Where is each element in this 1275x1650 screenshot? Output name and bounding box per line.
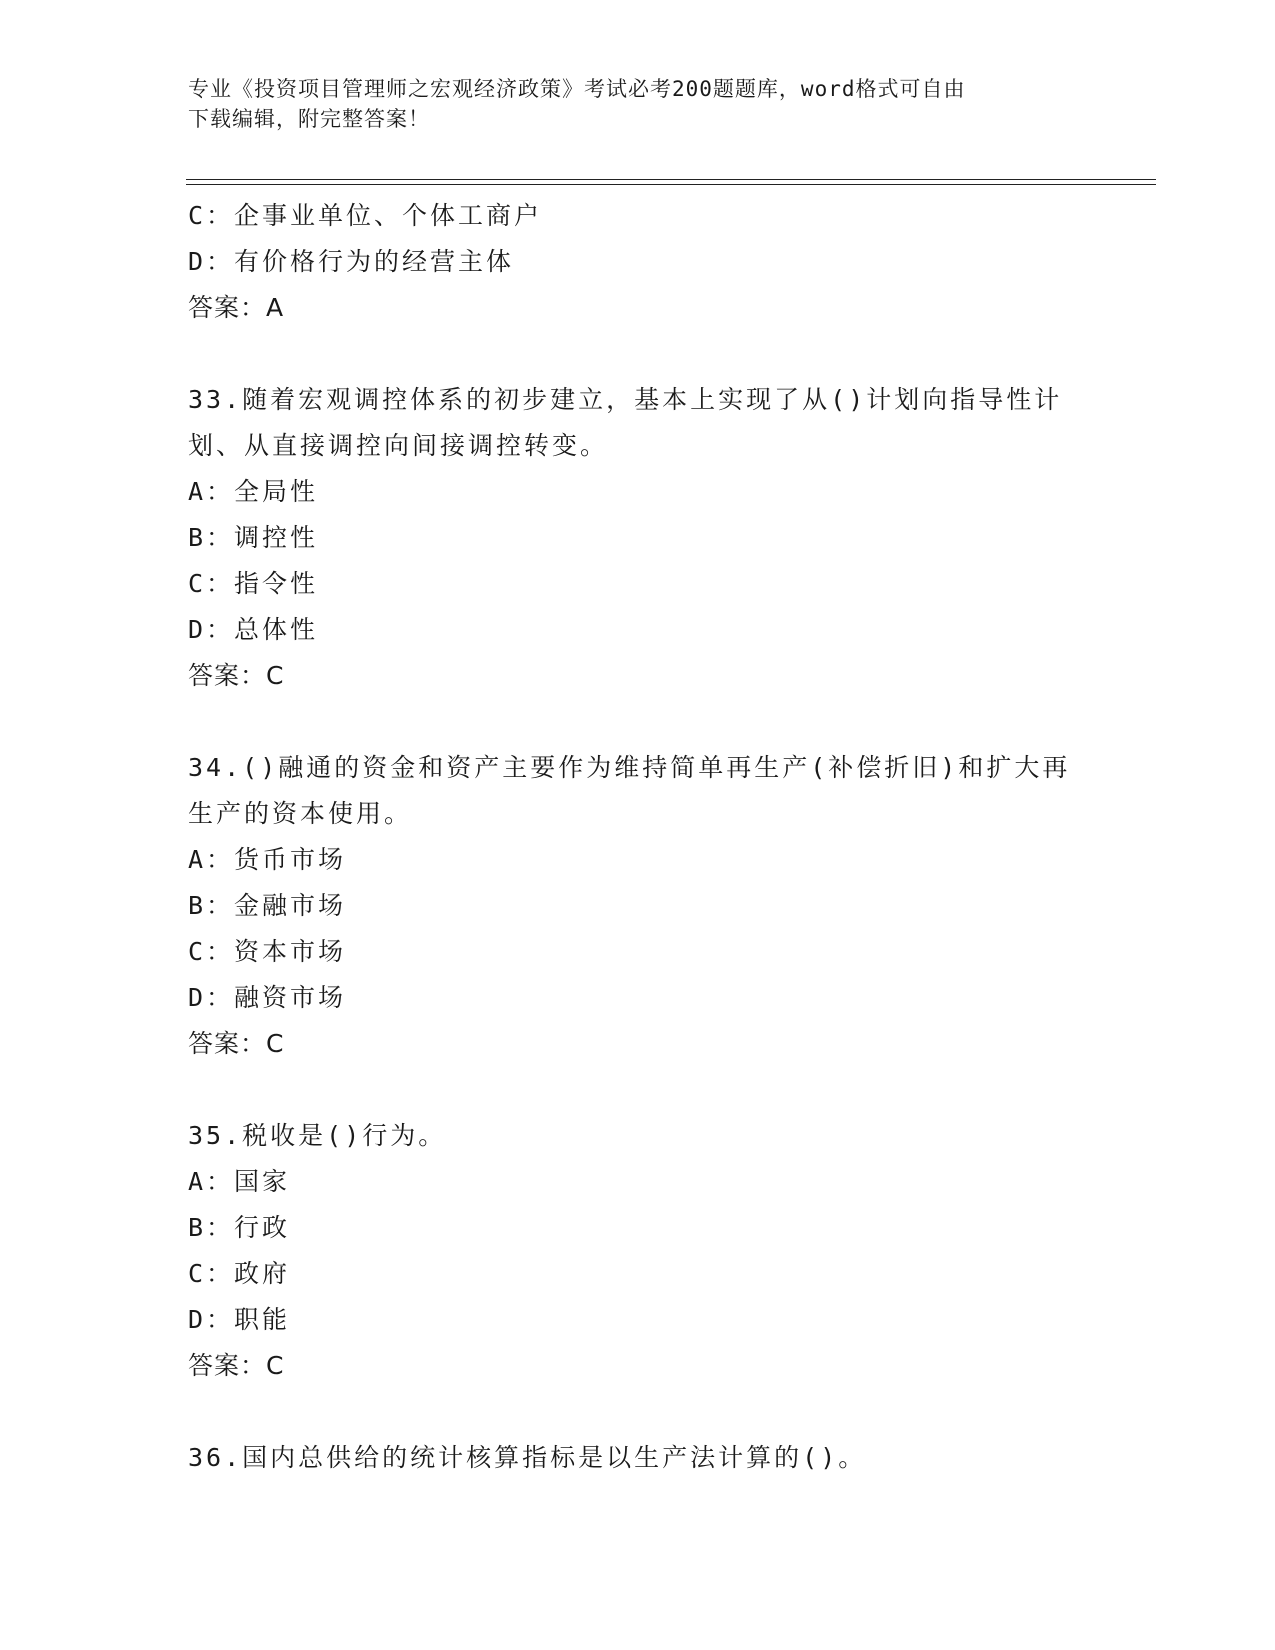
question-stem-line-1: 34.()融通的资金和资产主要作为维持简单再生产(补偿折旧)和扩大再: [188, 753, 1071, 782]
header-divider-bottom: [186, 184, 1156, 185]
question-33: [188, 377, 1088, 699]
header-line-2: 下载编辑，附完整答案！: [188, 107, 430, 131]
option-c: C：资本市场: [188, 937, 347, 966]
spacer: [188, 1067, 1088, 1113]
question-list: [188, 193, 1088, 1481]
option-b: B：行政: [188, 1213, 291, 1242]
option-d: D：融资市场: [188, 983, 347, 1012]
header-divider-top: [186, 179, 1156, 180]
option-d: D：总体性: [188, 615, 319, 644]
answer: 答案：C: [188, 661, 285, 690]
question-stem-line-2: 生产的资本使用。: [188, 799, 413, 828]
answer: 答案：C: [188, 1029, 285, 1058]
question-stem-line-1: 33.随着宏观调控体系的初步建立，基本上实现了从()计划向指导性计: [188, 385, 1063, 414]
option-a: A：国家: [188, 1167, 291, 1196]
question-34: [188, 745, 1088, 1067]
option-b: B：调控性: [188, 523, 319, 552]
option-c: C：企事业单位、个体工商户: [188, 201, 543, 230]
question-stem-line-1: 35.税收是()行为。: [188, 1121, 447, 1150]
question-stem-line-2: 划、从直接调控向间接调控转变。: [188, 431, 609, 460]
option-c: C：指令性: [188, 569, 319, 598]
header-line-1: 专业《投资项目管理师之宏观经济政策》考试必考200题题库，word格式可自由: [188, 77, 966, 101]
spacer: [188, 699, 1088, 745]
document-header: [188, 74, 1068, 134]
question-35: [188, 1113, 1088, 1389]
answer: 答案：C: [188, 1351, 285, 1380]
option-a: A：货币市场: [188, 845, 347, 874]
option-b: B：金融市场: [188, 891, 347, 920]
option-c: C：政府: [188, 1259, 291, 1288]
option-d: D：有价格行为的经营主体: [188, 247, 515, 276]
spacer: [188, 1389, 1088, 1435]
answer: 答案：A: [188, 293, 285, 322]
question-36: [188, 1435, 1088, 1481]
question-stem-line-1: 36.国内总供给的统计核算指标是以生产法计算的()。: [188, 1443, 867, 1472]
option-d: D：职能: [188, 1305, 291, 1334]
option-a: A：全局性: [188, 477, 319, 506]
spacer: [188, 331, 1088, 377]
previous-question-tail: [188, 193, 1088, 331]
